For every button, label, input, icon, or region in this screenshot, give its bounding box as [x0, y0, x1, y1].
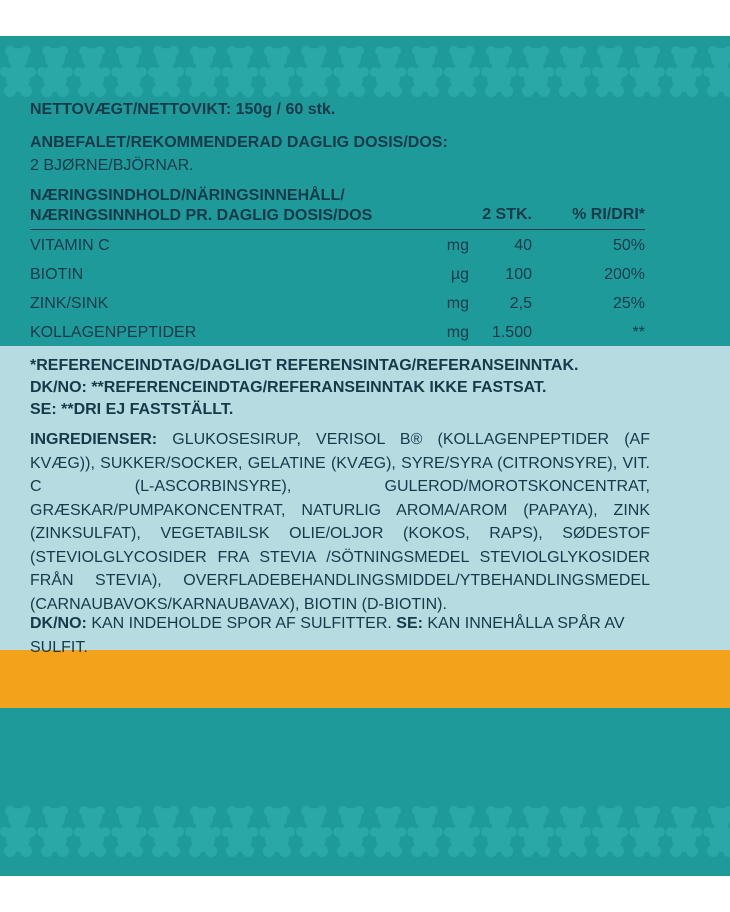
gummy-bear-icon [370, 46, 406, 97]
footnote-ri: *REFERENCEINDTAG/DAGLIGT REFERENSINTAG/REFERANSEINNTAK. [30, 357, 579, 374]
gummy-bear-icon [555, 806, 591, 857]
table-header-line2: NÆRINGSINNHOLD PR. DAGLIG DOSIS/DOS [30, 207, 373, 224]
gummy-bear-icon [407, 46, 443, 97]
table-row [30, 261, 645, 289]
gummy-bear-icon [518, 46, 554, 97]
gummy-bear-icon [481, 806, 517, 857]
nutrient-unit: µg [450, 266, 469, 283]
gummy-bear-icon [37, 806, 73, 857]
gummy-bear-icon [0, 46, 36, 97]
column-header-ri: % RI/DRI* [572, 206, 645, 223]
orange-stripe [0, 650, 730, 710]
table-header-columns [30, 201, 645, 229]
gummy-bear-pattern-bottom [0, 798, 730, 862]
gummy-bear-icon [629, 46, 665, 97]
footnote-dk-no: DK/NO: **REFERENCEINDTAG/REFERANSEINNTAK IKKE FASTSAT. [30, 379, 547, 396]
gummy-bear-icon [74, 46, 110, 97]
gummy-bear-icon [481, 46, 517, 97]
nutrient-name: BIOTIN [30, 266, 84, 283]
column-header-qty: 2 STK. [482, 206, 532, 223]
nutrient-ri: ** [632, 324, 645, 341]
gummy-bear-icon [592, 806, 628, 857]
footnote-se: SE: **DRI EJ FASTSTÄLLT. [30, 401, 234, 418]
dose-value: 2 BJØRNE/BJÖRNAR. [30, 157, 194, 174]
gummy-bear-icon [111, 806, 147, 857]
gummy-bear-icon [0, 806, 36, 857]
nutrient-ri: 200% [604, 266, 645, 283]
gummy-bear-icon [518, 806, 554, 857]
dose-heading: ANBEFALET/REKOMMENDERAD DAGLIG DOSIS/DOS: [30, 134, 448, 151]
table-header-rule [30, 229, 645, 230]
gummy-bear-pattern-top [0, 42, 730, 102]
gummy-bear-icon [37, 46, 73, 97]
gummy-bear-icon [666, 806, 702, 857]
gummy-bear-icon [259, 46, 295, 97]
table-row [30, 290, 645, 318]
gummy-bear-icon [333, 806, 369, 857]
gummy-bear-icon [629, 806, 665, 857]
nutrient-name: VITAMIN C [30, 237, 110, 254]
nutrient-unit: mg [446, 237, 469, 254]
gummy-bear-icon [407, 806, 443, 857]
table-header-line1: NÆRINGSINDHOLD/NÄRINGSINNEHÅLL/ [30, 187, 345, 204]
gummy-bear-icon [185, 46, 221, 97]
ingredients-text: GLUKOSESIRUP, VERISOL B® (KOLLAGENPEPTIDER (AF KVÆG)), SUKKER/SOCKER, GELATINE (KVÆG), SYRE/SYRA (CITRONSYRE), VIT. C (L-ASCORBINSYRE), GULEROD/MOROTSKONCENTRAT, GRÆSKAR/PUMPAKONCENTRAT, NATURLIG AROMA/AROM (PAPAYA), ZINK (ZINKSULFAT), VEGETABILSK OLIE/OLJOR (KOKOS, RAPS), SØDESTOF (STEVIOLGLYCOSIDER FRA STEVIA /SÖTNINGSMEDEL STEVIOLGLYKOSIDER FRÅN STEVIA), OVERFLADEBEHANDLINGSMIDDEL/YTBEHANDLINGSMEDEL (CARNAUBAVOKS/KARNAUBAVAX), BIOTIN (D-BIOTIN). [30, 431, 650, 613]
gummy-bear-icon [222, 806, 258, 857]
allergen-warning [30, 612, 650, 659]
nutrient-unit: mg [446, 324, 469, 341]
gummy-bear-icon [666, 46, 702, 97]
gummy-bear-icon [370, 806, 406, 857]
nutrient-name: ZINK/SINK [30, 295, 109, 312]
nutrient-ri: 25% [612, 295, 645, 312]
ingredients-paragraph [30, 428, 650, 616]
gummy-bear-icon [222, 46, 258, 97]
gummy-bear-icon [111, 46, 147, 97]
net-weight: NETTOVÆGT/NETTOVIKT: 150g / 60 stk. [30, 101, 336, 118]
gummy-bear-icon [333, 46, 369, 97]
gummy-bear-icon [444, 46, 480, 97]
nutrient-qty: 40 [514, 237, 532, 254]
table-row [30, 232, 645, 260]
nutrient-name: KOLLAGENPEPTIDER [30, 324, 197, 341]
nutrient-qty: 100 [505, 266, 532, 283]
nutrient-unit: mg [446, 295, 469, 312]
gummy-bear-icon [703, 46, 730, 97]
nutrient-qty: 2,5 [509, 295, 532, 312]
gummy-bear-icon [555, 46, 591, 97]
gummy-bear-icon [296, 46, 332, 97]
allergen-dk-label: DK/NO: [30, 615, 87, 632]
allergen-se-text: KAN INNEHÅLLA SPÅR AV SULFIT. [30, 615, 625, 656]
gummy-bear-icon [259, 806, 295, 857]
table-row [30, 319, 645, 347]
ingredients-label: INGREDIENSER: [30, 431, 158, 448]
gummy-bear-icon [185, 806, 221, 857]
gummy-bear-icon [444, 806, 480, 857]
allergen-dk-text: KAN INDEHOLDE SPOR AF SULFITTER. [86, 615, 397, 632]
gummy-bear-icon [703, 806, 730, 857]
gummy-bear-icon [296, 806, 332, 857]
allergen-se-label: SE: [396, 615, 423, 632]
gummy-bear-icon [74, 806, 110, 857]
gummy-bear-icon [148, 46, 184, 97]
gummy-bear-icon [592, 46, 628, 97]
gummy-bear-icon [148, 806, 184, 857]
nutrient-ri: 50% [612, 237, 645, 254]
nutrient-qty: 1.500 [491, 324, 532, 341]
